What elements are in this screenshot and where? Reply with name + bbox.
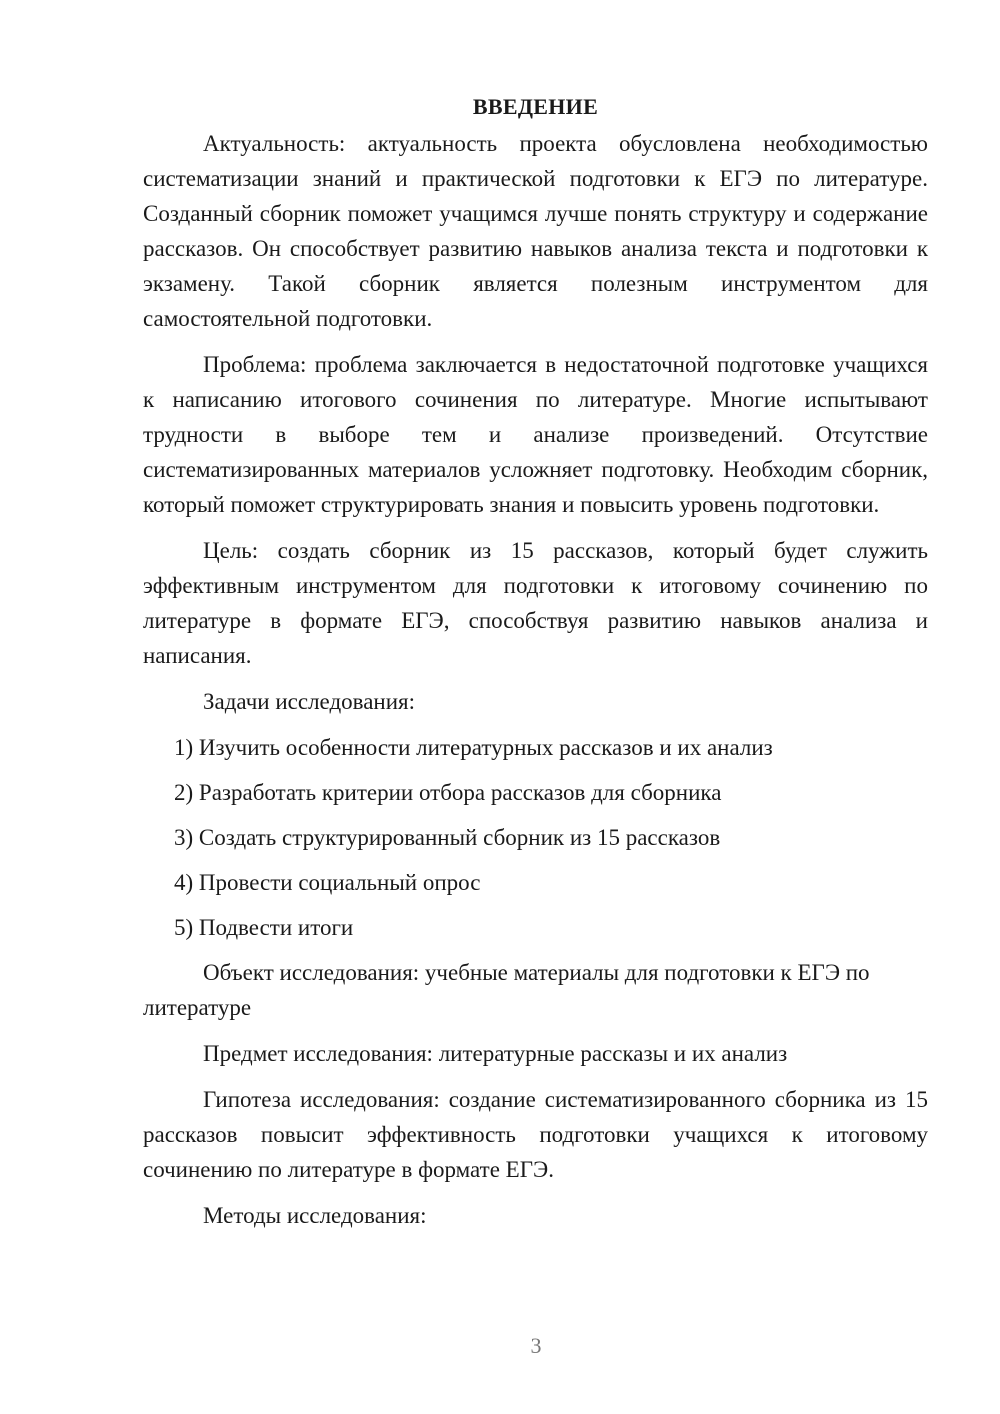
list-item: 1) Изучить особенности литературных рассказов и их анализ (174, 735, 773, 760)
hypothesis-paragraph: Гипотеза исследования: создание систематизированного сборника из 15 рассказов повысит эффективность подготовки учащихся к итоговому сочинению по литературе в формате ЕГЭ. (143, 1087, 928, 1182)
tasks-heading: Задачи исследования: (203, 689, 416, 714)
list-item: 4) Провести социальный опрос (174, 870, 481, 895)
problem-paragraph: Проблема: проблема заключается в недостаточной подготовке учащихся к написанию итогового сочинения по литературе. Многие испытывают трудности в выборе тем и анализе произведений. Отсутствие систематизированных материалов усложняет подготовку. Необходим сборник, который поможет структурировать знания и повысить уровень подготовки. (143, 352, 928, 517)
list-item: 2) Разработать критерии отбора рассказов для сборника (174, 780, 722, 805)
document-page (143, 92, 928, 1244)
list-item: 5) Подвести итоги (174, 915, 354, 940)
list-item: 3) Создать структурированный сборник из 15 рассказов (174, 825, 721, 850)
methods-heading: Методы исследования: (203, 1203, 427, 1228)
object-paragraph: Объект исследования: учебные материалы для подготовки к ЕГЭ по литературе (143, 960, 870, 1020)
goal-paragraph: Цель: создать сборник из 15 рассказов, который будет служить эффективным инструментом для подготовки к итоговому сочинению по литературе в формате ЕГЭ, способствуя развитию навыков анализа и написания. (143, 538, 928, 668)
relevance-paragraph: Актуальность: актуальность проекта обусловлена необходимостью систематизации знаний и практической подготовки к ЕГЭ по литературе. Созданный сборник поможет учащимся лучше понять структуру и содержание рассказов. Он способствует развитию навыков анализа текста и подготовки к экзамену. Такой сборник является полезным инструментом для самостоятельной подготовки. (143, 131, 928, 331)
section-title: ВВЕДЕНИЕ (472, 94, 599, 119)
tasks-list (143, 730, 928, 945)
page-number: 3 (530, 1333, 542, 1358)
subject-paragraph: Предмет исследования: литературные рассказы и их анализ (203, 1041, 788, 1066)
